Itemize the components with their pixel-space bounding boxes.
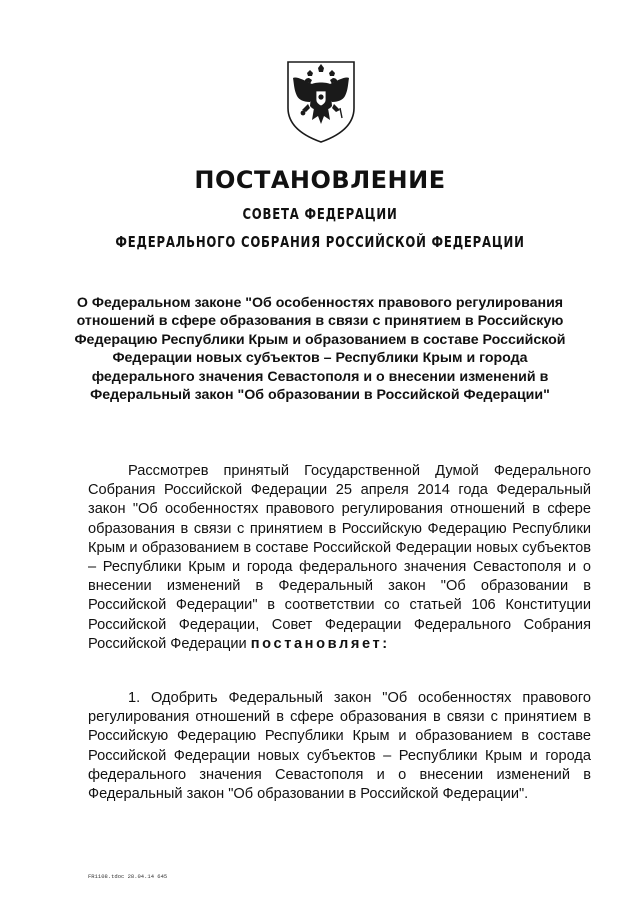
document-subject: О Федеральном законе "Об особенностях правового регулирования отношений в сфере образования в связи с принятием в Российскую Федерацию Республики Крым и образованием в составе Российской Федерации новых субъектов – Республики Крым и города федерального значения Севастополя и о внесении изменений в Федеральный закон "Об образовании в Российской Федерации" <box>74 295 566 404</box>
preamble-paragraph <box>88 462 591 654</box>
russian-coat-of-arms-icon <box>282 58 360 144</box>
preamble-text: Рассмотрев принятый Государственной Думой Федерального Собрания Российской Федерации 25 апреля 2014 года Федеральный закон "Об особенностях правового регулирования отношений в сфере образования в связи с принятием в Российскую Федерацию Республики Крым и образованием в составе Российской Федерации новых субъектов – Республики Крым и города федерального значения Севастополя и о внесении изменений в Федеральный закон "Об образовании в Российской Федерации" в соответствии со статьей 106 Конституции Российской Федерации, Совет Федерации Федерального Собрания Российской Федерации <box>88 463 591 652</box>
clause-1-paragraph: 1. Одобрить Федеральный закон "Об особенностях правового регулирования отношений в сфере образования в связи с принятием в Российскую Федерацию Республики Крым и образованием в составе Российской Федерации новых субъектов – Республики Крым и города федерального значения Севастополя и о внесении изменений в Федеральный закон "Об образовании в Российской Федерации". <box>88 690 591 803</box>
resolution-verb: постановляет: <box>250 635 390 652</box>
document-title: ПОСТАНОВЛЕНИЕ <box>194 166 446 194</box>
issuing-body-line-2: ФЕДЕРАЛЬНОГО СОБРАНИЯ РОССИЙСКОЙ ФЕДЕРАЦИИ <box>115 233 525 251</box>
document-code: FR1108.tdoc 28.04.14 645 <box>88 873 168 880</box>
issuing-body-line-1: СОВЕТА ФЕДЕРАЦИИ <box>242 205 398 223</box>
